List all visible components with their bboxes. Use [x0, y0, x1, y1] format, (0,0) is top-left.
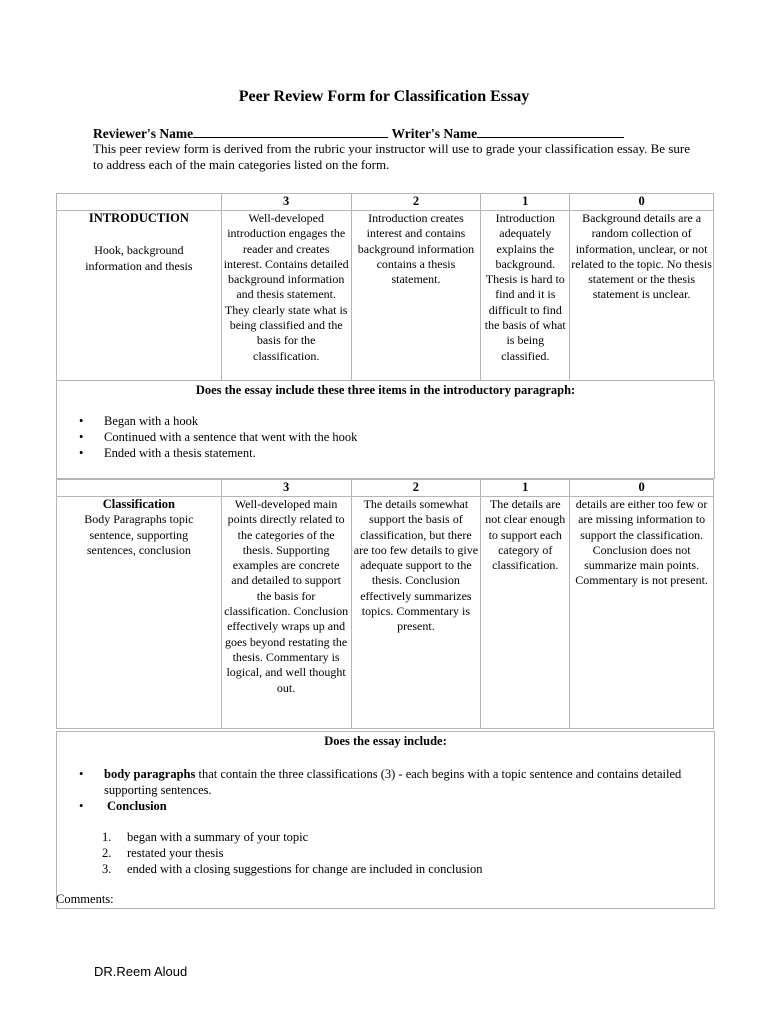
- score-header-2: 2: [351, 480, 481, 497]
- body-paragraphs-label: body paragraphs: [104, 767, 196, 781]
- page-title: Peer Review Form for Classification Essay: [238, 88, 530, 105]
- classification-score-2: The details somewhat support the basis of classification, but there are too few details to give adequate support to the thesis. Conclusion effectively summarizes topics. Commentary is present.: [351, 497, 481, 729]
- introduction-title: INTRODUCTION: [88, 211, 189, 225]
- score-header-1: 1: [481, 480, 570, 497]
- author-footer: DR.Reem Aloud: [94, 964, 188, 979]
- list-item: • Began with a hook: [57, 413, 714, 429]
- list-text: restated your thesis: [127, 846, 224, 860]
- list-item: [57, 829, 714, 845]
- introduction-rubric-table: [56, 193, 714, 381]
- classification-category: [57, 497, 222, 729]
- list-item: • Ended with a thesis statement.: [57, 445, 714, 461]
- score-header-1: 1: [481, 194, 570, 211]
- list-item: [57, 766, 714, 798]
- intro-checklist-items: [57, 413, 714, 461]
- list-number: 3.: [102, 862, 112, 876]
- introduction-score-3: Well-developed introduction engages the reader and creates interest. Contains detailed background information and thesis statement. They clearly state what is being classified and the basis for the classification.: [221, 211, 351, 381]
- score-header-0: 0: [570, 194, 714, 211]
- reviewer-name-label: Reviewer's Name: [93, 126, 194, 141]
- introduction-row: [57, 211, 714, 381]
- score-header-row: [57, 194, 714, 211]
- intro-checklist: [56, 381, 715, 479]
- classification-row: [57, 497, 714, 729]
- list-item: [57, 798, 714, 814]
- list-number: 1.: [102, 830, 112, 844]
- list-item: [57, 861, 714, 877]
- classification-score-0: details are either too few or are missing information to support the classification. Conclusion does not summarize main points. Commentary is not present.: [570, 497, 714, 729]
- list-text: began with a summary of your topic: [127, 830, 309, 844]
- list-text: ended with a closing suggestions for change are included in conclusion: [127, 862, 483, 876]
- introduction-score-0: Background details are a random collection of information, unclear, or not related to the topic. No thesis statement or the thesis statement is unclear.: [570, 211, 714, 381]
- conclusion-items: [57, 829, 714, 877]
- introduction-score-1: Introduction adequately explains the background. Thesis is hard to find and it is difficult to find the basis of what is being classified.: [481, 211, 570, 381]
- score-header-row: [57, 480, 714, 497]
- score-header-empty: [57, 480, 222, 497]
- body-checklist: [56, 731, 715, 909]
- introduction-subtitle: Hook, background information and thesis: [85, 243, 193, 273]
- name-fields: [93, 125, 733, 142]
- list-item: • Continued with a sentence that went with the hook: [57, 429, 714, 445]
- introduction-score-2: Introduction creates interest and contains background information contains a thesis statement.: [351, 211, 481, 381]
- body-checklist-question: Does the essay include:: [324, 734, 447, 748]
- conclusion-label: Conclusion: [107, 799, 167, 813]
- writer-name-label: Writer's Name: [391, 126, 478, 141]
- comments-label: Comments:: [56, 892, 114, 906]
- score-header-0: 0: [570, 480, 714, 497]
- score-header-3: 3: [221, 480, 351, 497]
- introduction-category: [57, 211, 222, 381]
- score-header-3: 3: [221, 194, 351, 211]
- classification-subtitle: Body Paragraphs topic sentence, supporting sentences, conclusion: [84, 512, 194, 557]
- body-checklist-items: [57, 766, 714, 814]
- score-header-empty: [57, 194, 222, 211]
- reviewer-name-line[interactable]: [193, 125, 388, 138]
- list-number: 2.: [102, 846, 112, 860]
- list-item: [57, 845, 714, 861]
- classification-score-3: Well-developed main points directly related to the categories of the thesis. Supporting examples are concrete and detailed to support the basis for classification. Conclusion effectively wraps up and goes beyond restating the thesis. Commentary is logical, and well thought out.: [221, 497, 351, 729]
- classification-score-1: The details are not clear enough to support each category of classification.: [481, 497, 570, 729]
- classification-title: Classification: [102, 497, 175, 511]
- score-header-2: 2: [351, 194, 481, 211]
- intro-checklist-question: Does the essay include these three items in the introductory paragraph:: [195, 383, 576, 397]
- writer-name-line[interactable]: [477, 125, 624, 138]
- classification-rubric-table: [56, 479, 714, 729]
- intro-paragraph: This peer review form is derived from the rubric your instructor will use to grade your classification essay. Be sure to address each of the main categories listed on the form.: [93, 141, 690, 172]
- body-paragraphs-text: that contain the three classifications (3) - each begins with a topic sentence and contains detailed supporting sentences.: [104, 767, 682, 797]
